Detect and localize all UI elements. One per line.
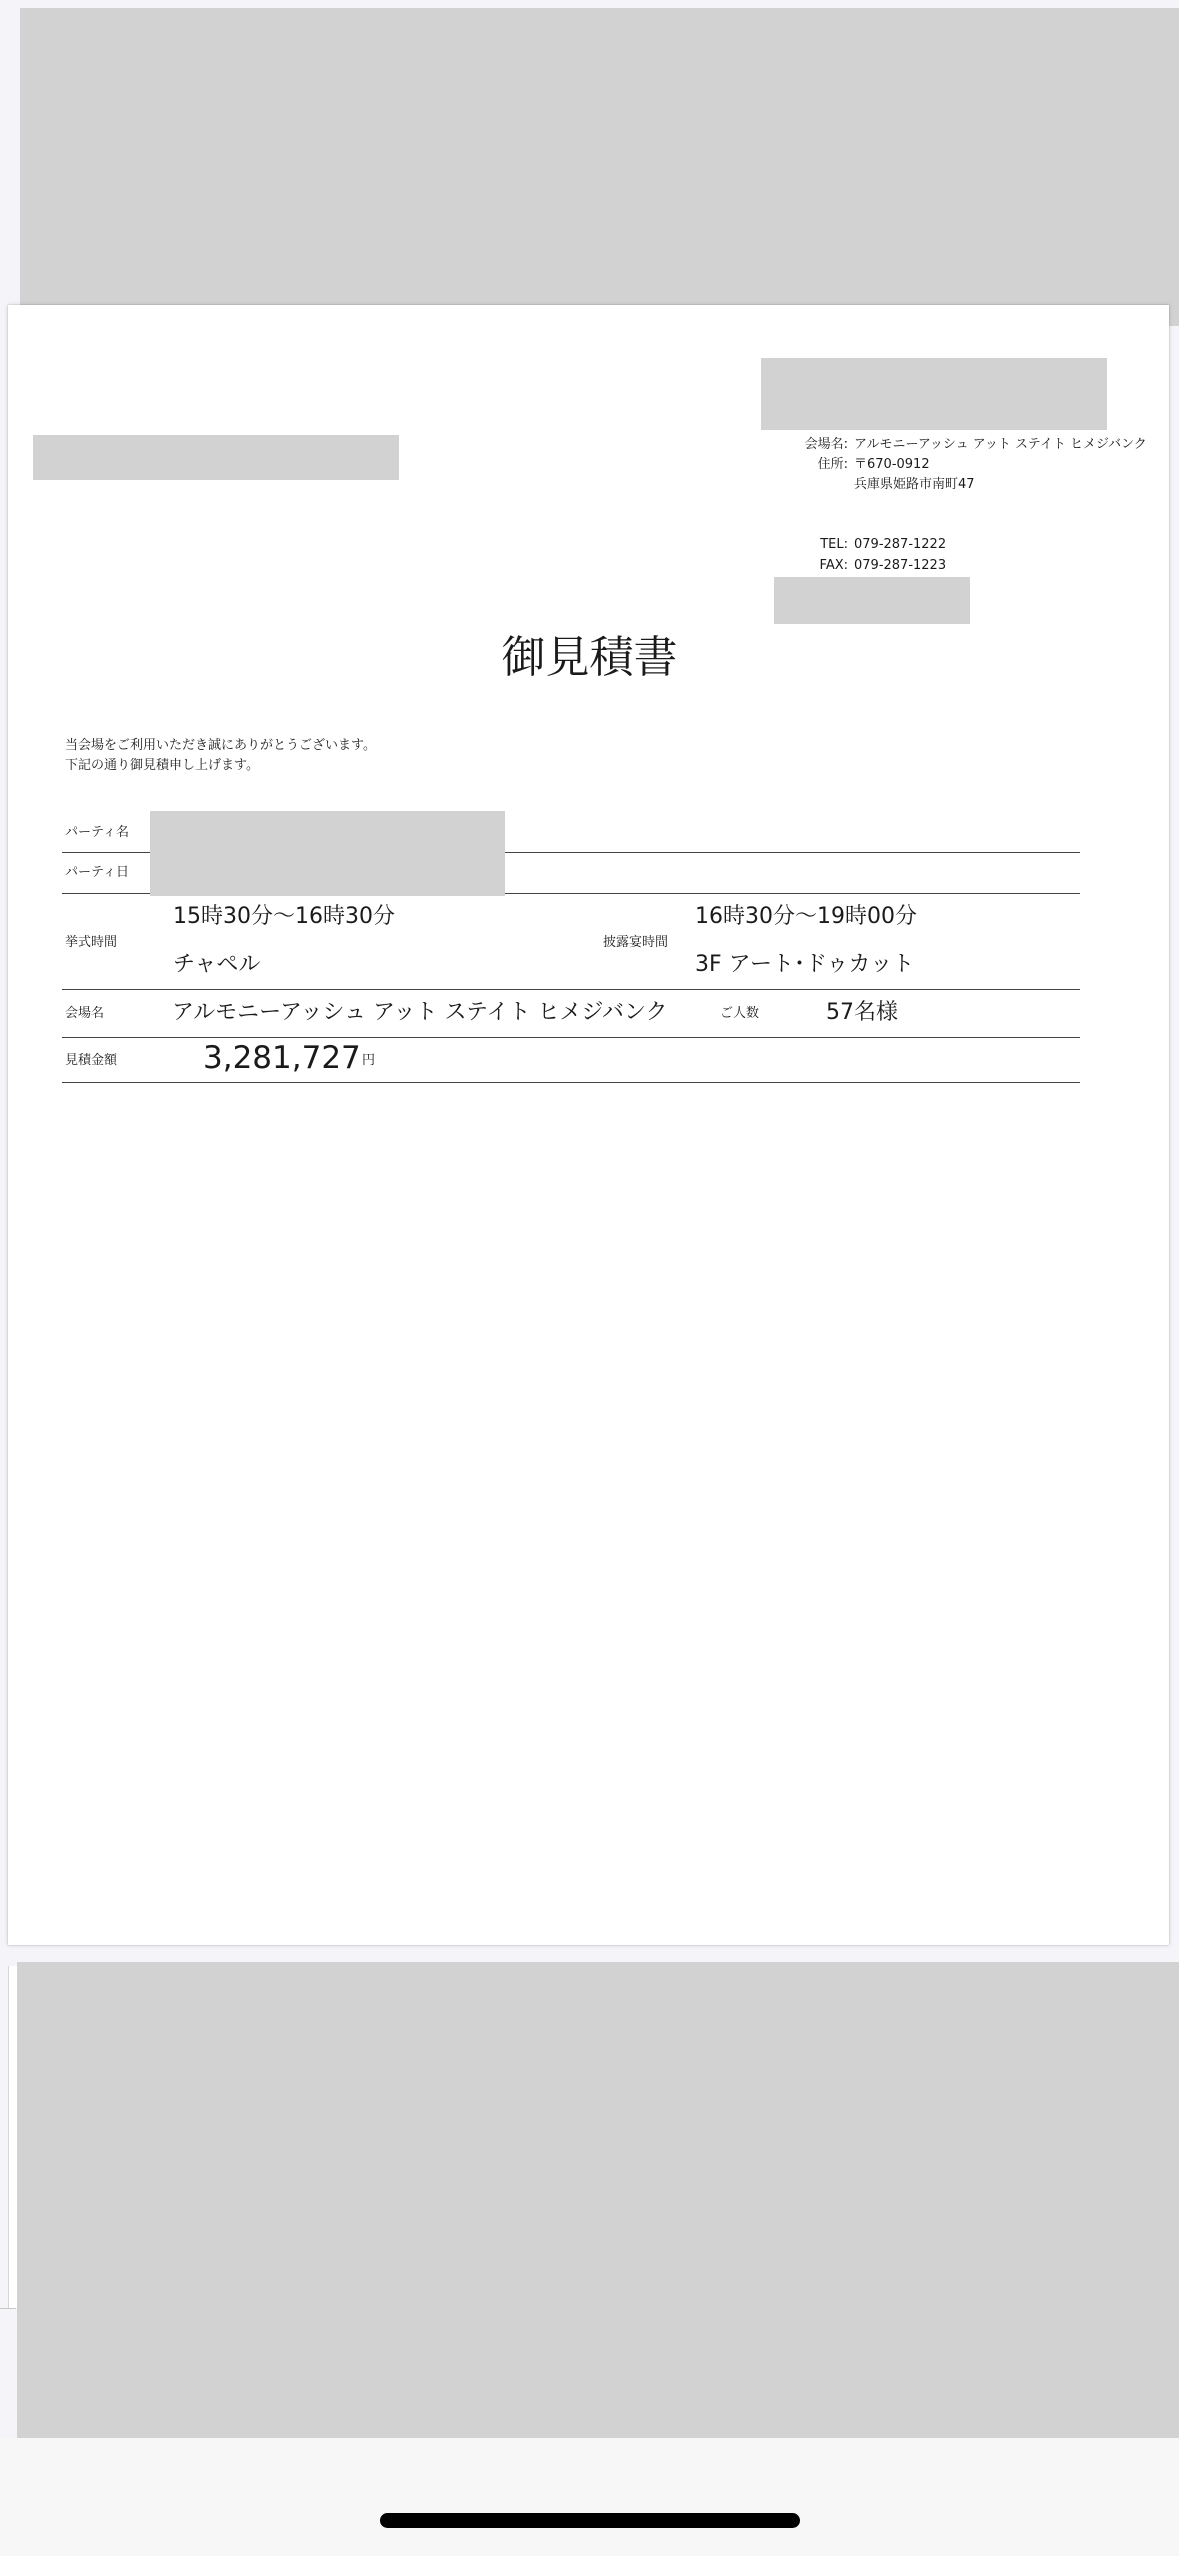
ceremony-place: チャペル	[173, 952, 261, 977]
venue-info-fax-label: FAX:	[819, 558, 848, 573]
venue-info-address: 兵庫県姫路市南町47	[854, 477, 975, 492]
greeting-line-1: 当会場をご利用いただき誠にありがとうございます。	[65, 738, 376, 753]
redacted-stamp	[774, 577, 970, 624]
venue-info-venue-value: アルモニーアッシュ アット ステイト ヒメジバンク	[854, 437, 1147, 452]
next-page-edge	[8, 1966, 17, 2308]
redacted-previous-page	[20, 8, 1179, 326]
guests-count: 57名様	[826, 1000, 898, 1025]
document-title: 御見積書	[501, 632, 678, 683]
bottom-area	[0, 2438, 1179, 2556]
redacted-logo	[761, 358, 1107, 430]
row-divider	[62, 989, 1080, 990]
amount-label: 見積金額	[65, 1053, 118, 1068]
row-divider	[62, 1037, 1080, 1038]
greeting-line-2: 下記の通り御見積申し上げます。	[65, 758, 259, 773]
venue-info-address-label: 住所:	[817, 457, 848, 472]
redacted-party-info	[150, 811, 505, 896]
venue-info-postal: 〒670-0912	[854, 457, 930, 472]
row-divider	[62, 1082, 1080, 1083]
amount-value: 3,281,727	[203, 1040, 361, 1076]
redacted-recipient	[33, 435, 399, 480]
ceremony-time: 15時30分〜16時30分	[173, 904, 395, 929]
party-name-label: パーティ名	[65, 825, 129, 840]
ceremony-time-label: 挙式時間	[65, 935, 118, 950]
home-indicator[interactable]	[380, 2513, 800, 2528]
reception-place: 3F アート･ドゥカット	[695, 952, 915, 977]
venue-label: 会場名	[65, 1006, 105, 1021]
quote-document-page	[8, 305, 1169, 1945]
reception-time: 16時30分〜19時00分	[695, 904, 917, 929]
guests-label: ご人数	[720, 1006, 760, 1021]
reception-time-label: 披露宴時間	[603, 935, 669, 950]
amount-unit: 円	[362, 1053, 376, 1068]
party-date-label: パーティ日	[65, 865, 129, 880]
venue-info-tel: 079-287-1222	[854, 537, 947, 552]
venue-name: アルモニーアッシュ アット ステイト ヒメジバンク	[172, 1000, 668, 1025]
venue-info-fax: 079-287-1223	[854, 558, 947, 573]
venue-info-tel-label: TEL:	[820, 537, 848, 552]
venue-info-venue-label: 会場名:	[804, 437, 848, 452]
page-edge-line	[0, 2308, 16, 2309]
redacted-next-page	[17, 1962, 1179, 2438]
